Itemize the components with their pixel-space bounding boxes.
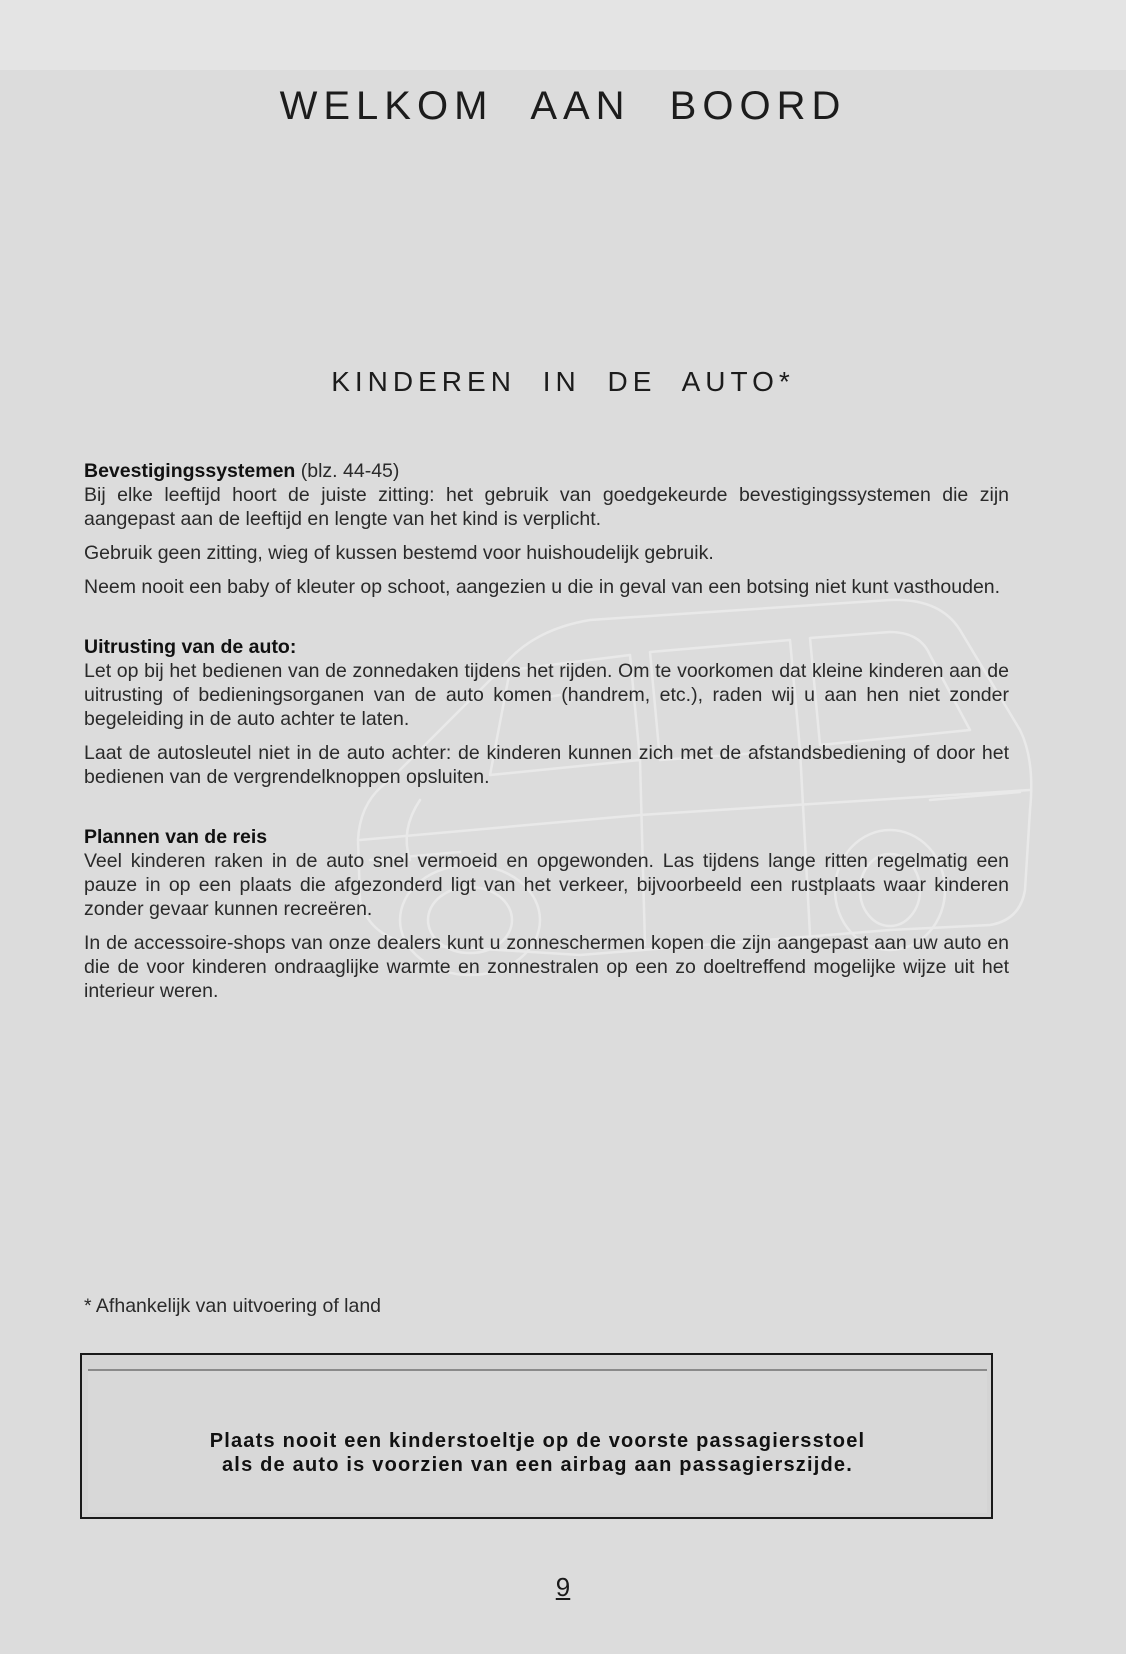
warning-line-1: Plaats nooit een kinderstoeltje op de voorste passagiersstoel: [209, 1430, 866, 1452]
paragraph: In de accessoire-shops van onze dealers kunt u zonneschermen kopen die zijn aangepast aan uw auto en die de voor kinderen ondraaglijke warmte en zonnestralen op een zo doeltreffend mogelijke wijze uit het interieur weren.: [84, 932, 1009, 1002]
paragraph: Gebruik geen zitting, wieg of kussen bestemd voor huishoudelijk gebruik.: [84, 542, 714, 564]
paragraph: Bij elke leeftijd hoort de juiste zitting: het gebruik van goedgekeurde bevestigingssystemen die zijn aangepast aan de leeftijd en lengte van het kind is verplicht.: [84, 484, 1009, 530]
section-heading-line: [84, 825, 1009, 849]
main-title: WELKOM AAN BOORD: [279, 84, 847, 128]
content: [84, 459, 1009, 1039]
warning-line-2: als de auto is voorzien van een airbag aan passagierszijde.: [221, 1454, 853, 1476]
paragraph: Veel kinderen raken in de auto snel vermoeid en opgewonden. Las tijdens lange ritten regelmatig een pauze in op een plaats die afgezonderd ligt van het verkeer, bijvoorbeeld een rustplaats waar kinderen zonder gevaar kunnen recreëren.: [84, 850, 1009, 920]
section-title: KINDEREN IN DE AUTO*: [331, 366, 795, 397]
paragraph: Let op bij het bedienen van de zonnedaken tijdens het rijden. Om te voorkomen dat kleine kinderen aan de uitrusting of bedieningsorganen van de auto komen (handrem, etc.), raden wij u aan hen niet zonder begeleiding in de auto achter te laten.: [84, 660, 1009, 730]
warning-text: [88, 1429, 987, 1477]
section-heading: Bevestigingssystemen: [84, 460, 296, 482]
section-heading: Plannen van de reis: [84, 826, 268, 848]
page-number-value: 9: [555, 1572, 571, 1602]
section-bevestigingssystemen: [84, 459, 1009, 599]
paragraph: Neem nooit een baby of kleuter op schoot, aangezien u die in geval van een botsing niet kunt vasthouden.: [84, 576, 1001, 598]
section-uitrusting: [84, 635, 1009, 789]
page-number: [0, 1572, 1126, 1603]
section-heading-line: [84, 459, 1009, 483]
section-heading-suffix: (blz. 44-45): [295, 460, 400, 482]
section-heading-line: [84, 635, 1009, 659]
paragraph: Laat de autosleutel niet in de auto achter: de kinderen kunnen zich met de afstandsbediening of door het bedienen van de vergrendelknoppen opsluiten.: [84, 742, 1009, 788]
section-heading: Uitrusting van de auto:: [84, 636, 297, 658]
footnote: * Afhankelijk van uitvoering of land: [84, 1295, 382, 1317]
warning-inner: [88, 1369, 987, 1513]
warning-box: [80, 1353, 993, 1519]
section-plannen: [84, 825, 1009, 1003]
